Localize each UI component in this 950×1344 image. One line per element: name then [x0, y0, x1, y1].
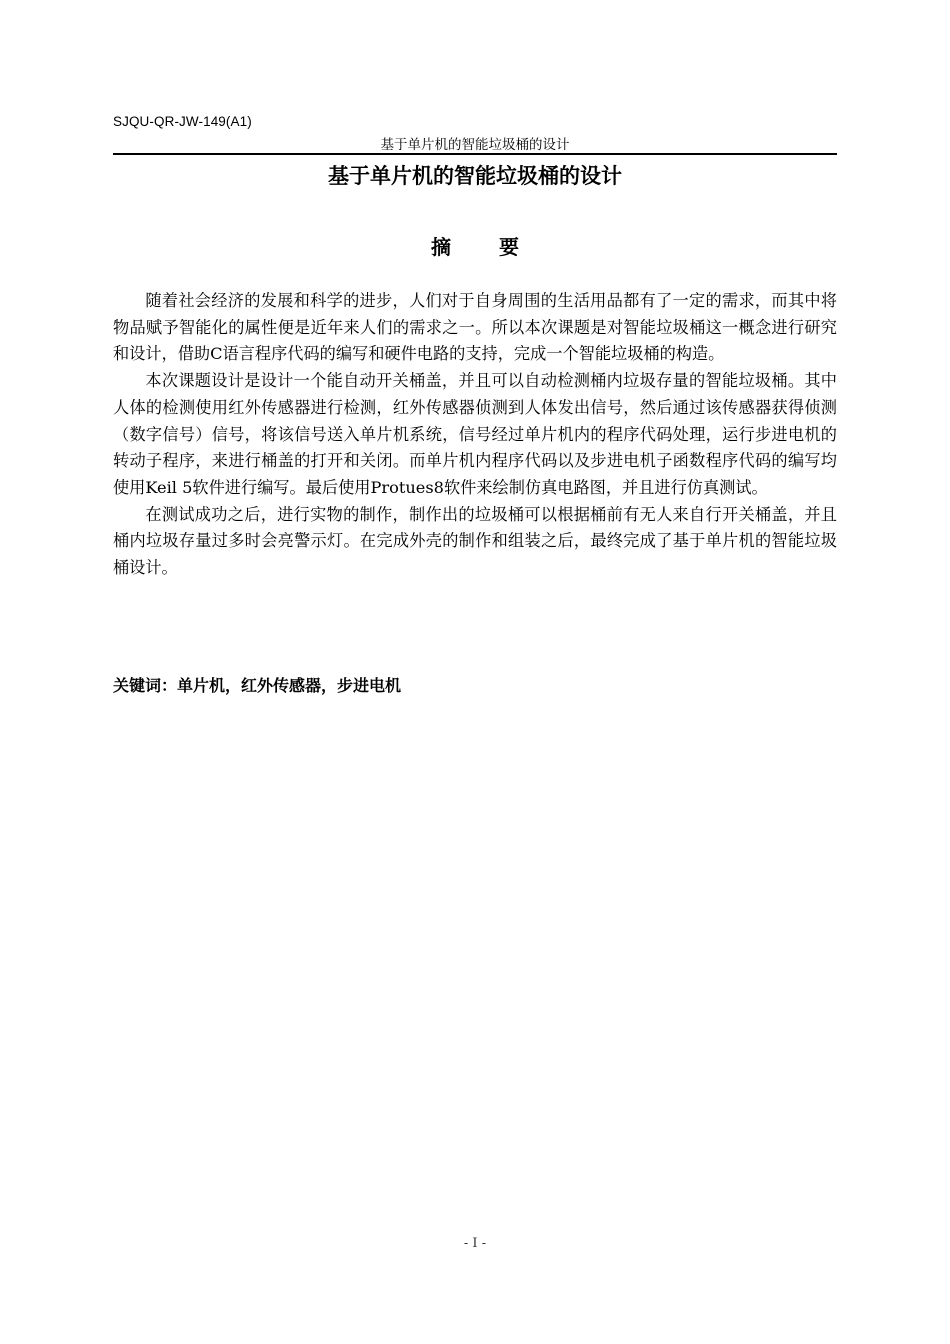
page-number: - I - [463, 1236, 487, 1251]
abstract-paragraph: 随着社会经济的发展和科学的进步，人们对于自身周围的生活用品都有了一定的需求，而其中将物品赋予智能化的属性便是近年来人们的需求之一。所以本次课题是对智能垃圾桶这一概念进行研究和设计，借助C语言程序代码的编写和硬件电路的支持，完成一个智能垃圾桶的构造。 [113, 291, 837, 364]
running-header: 基于单片机的智能垃圾桶的设计 [380, 137, 570, 153]
abstract-body [113, 288, 837, 582]
keywords-line: 关键词：单片机，红外传感器，步进电机 [113, 676, 402, 695]
header-rule [113, 153, 837, 155]
abstract-heading: 摘要 [431, 235, 567, 259]
abstract-paragraph: 在测试成功之后，进行实物的制作，制作出的垃圾桶可以根据桶前有无人来自行开关桶盖，并且桶内垃圾存量过多时会亮警示灯。在完成外壳的制作和组装之后，最终完成了基于单片机的智能垃圾桶设计。 [113, 504, 837, 578]
document-code: SJQU-QR-JW-149(A1) [113, 114, 252, 129]
page-title: 基于单片机的智能垃圾桶的设计 [328, 164, 622, 188]
abstract-paragraph: 本次课题设计是设计一个能自动开关桶盖，并且可以自动检测桶内垃圾存量的智能垃圾桶。其中人体的检测使用红外传感器进行检测，红外传感器侦测到人体发出信号，然后通过该传感器获得侦测（数字信号）信号，将该信号送入单片机系统，信号经过单片机内的程序代码处理，运行步进电机的转动子程序，来进行桶盖的打开和关闭。而单片机内程序代码以及步进电机子函数程序代码的编写均使用Keil 5软件进行编写。最后使用Protues8软件来绘制仿真电路图，并且进行仿真测试。 [113, 371, 837, 497]
